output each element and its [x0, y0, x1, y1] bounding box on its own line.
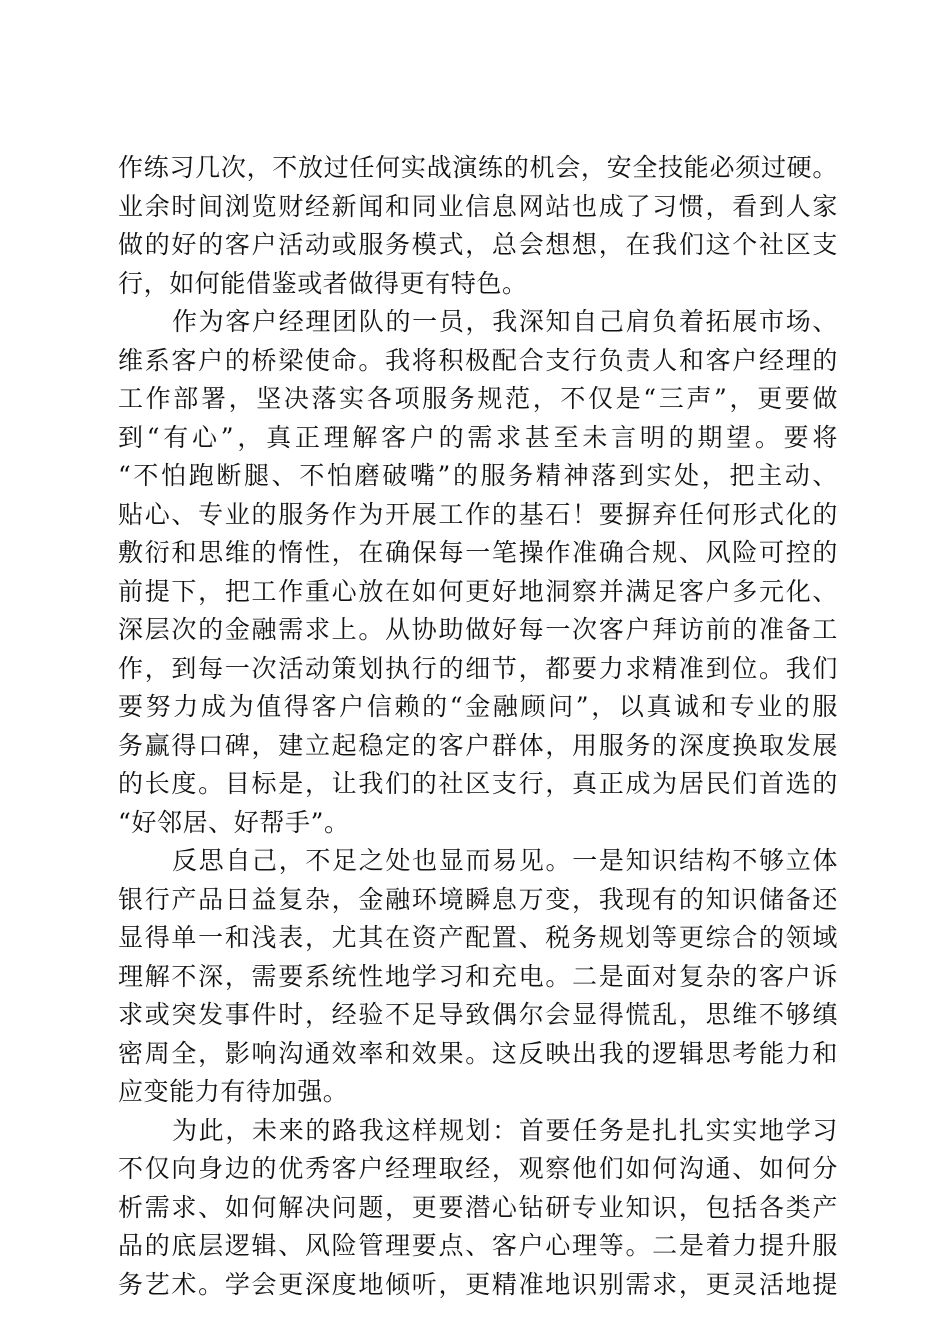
- text-line: 作练习几次，不放过任何实战演练的机会，安全技能必须过硬。: [118, 153, 838, 182]
- text-line: 显得单一和浅表，尤其在资产配置、税务规划等更综合的领域: [118, 923, 838, 952]
- text-line: 求或突发事件时，经验不足导致偶尔会显得慌乱，思维不够缜: [118, 1000, 838, 1029]
- text-line: 不仅向身边的优秀客户经理取经，观察他们如何沟通、如何分: [118, 1154, 838, 1183]
- text-line: 深层次的金融需求上。从协助做好每一次客户拜访前的准备工: [118, 615, 838, 644]
- text-line: 应变能力有待加强。: [118, 1077, 349, 1106]
- paragraph-first-line: 为此，未来的路我这样规划：首要任务是扎扎实实地学习: [172, 1115, 838, 1145]
- text-line: 理解不深，需要系统性地学习和充电。二是面对复杂的客户诉: [118, 961, 838, 991]
- text-line: 贴心、专业的服务作为开展工作的基石！要摒弃任何形式化的: [118, 499, 838, 529]
- text-line: 业余时间浏览财经新闻和同业信息网站也成了习惯，看到人家: [118, 191, 838, 221]
- text-line: 务艺术。学会更深度地倾听，更精准地识别需求，更灵活地提: [118, 1269, 838, 1299]
- text-line: 维系客户的桥梁使命。我将积极配合支行负责人和客户经理的: [118, 345, 838, 375]
- text-line: 前提下，把工作重心放在如何更好地洞察并满足客户多元化、: [118, 576, 838, 606]
- text-line: 要努力成为值得客户信赖的“金融顾问”，以真诚和专业的服: [118, 692, 838, 721]
- paragraph-first-line: 反思自己，不足之处也显而易见。一是知识结构不够立体: [172, 846, 838, 875]
- text-line: 做的好的客户活动或服务模式，总会想想，在我们这个社区支: [118, 230, 838, 259]
- text-line: 行，如何能借鉴或者做得更有特色。: [118, 268, 528, 298]
- text-line: 银行产品日益复杂，金融环境瞬息万变，我现有的知识储备还: [118, 884, 838, 914]
- document-body: [118, 149, 838, 1304]
- paragraph-first-line: 作为客户经理团队的一员，我深知自己肩负着拓展市场、: [172, 307, 838, 336]
- text-line: 的长度。目标是，让我们的社区支行，真正成为居民们首选的: [118, 769, 838, 798]
- text-line: 作，到每一次活动策划执行的细节，都要力求精准到位。我们: [118, 653, 838, 683]
- text-line: “好邻居、好帮手”。: [118, 807, 350, 837]
- text-line: 析需求、如何解决问题，更要潜心钻研专业知识，包括各类产: [118, 1192, 838, 1222]
- text-line: “不怕跑断腿、不怕磨破嘴”的服务精神落到实处，把主动、: [118, 461, 838, 490]
- text-line: 务赢得口碑，建立起稳定的客户群体，用服务的深度换取发展: [118, 730, 838, 760]
- text-line: 到“有心”，真正理解客户的需求甚至未言明的期望。要将: [118, 422, 838, 452]
- text-line: 密周全，影响沟通效率和效果。这反映出我的逻辑思考能力和: [118, 1038, 838, 1068]
- text-line: 工作部署，坚决落实各项服务规范，不仅是“三声”，更要做: [118, 384, 838, 413]
- text-line: 品的底层逻辑、风险管理要点、客户心理等。二是着力提升服: [118, 1231, 838, 1260]
- text-line: 敷衍和思维的惰性，在确保每一笔操作准确合规、风险可控的: [118, 538, 838, 567]
